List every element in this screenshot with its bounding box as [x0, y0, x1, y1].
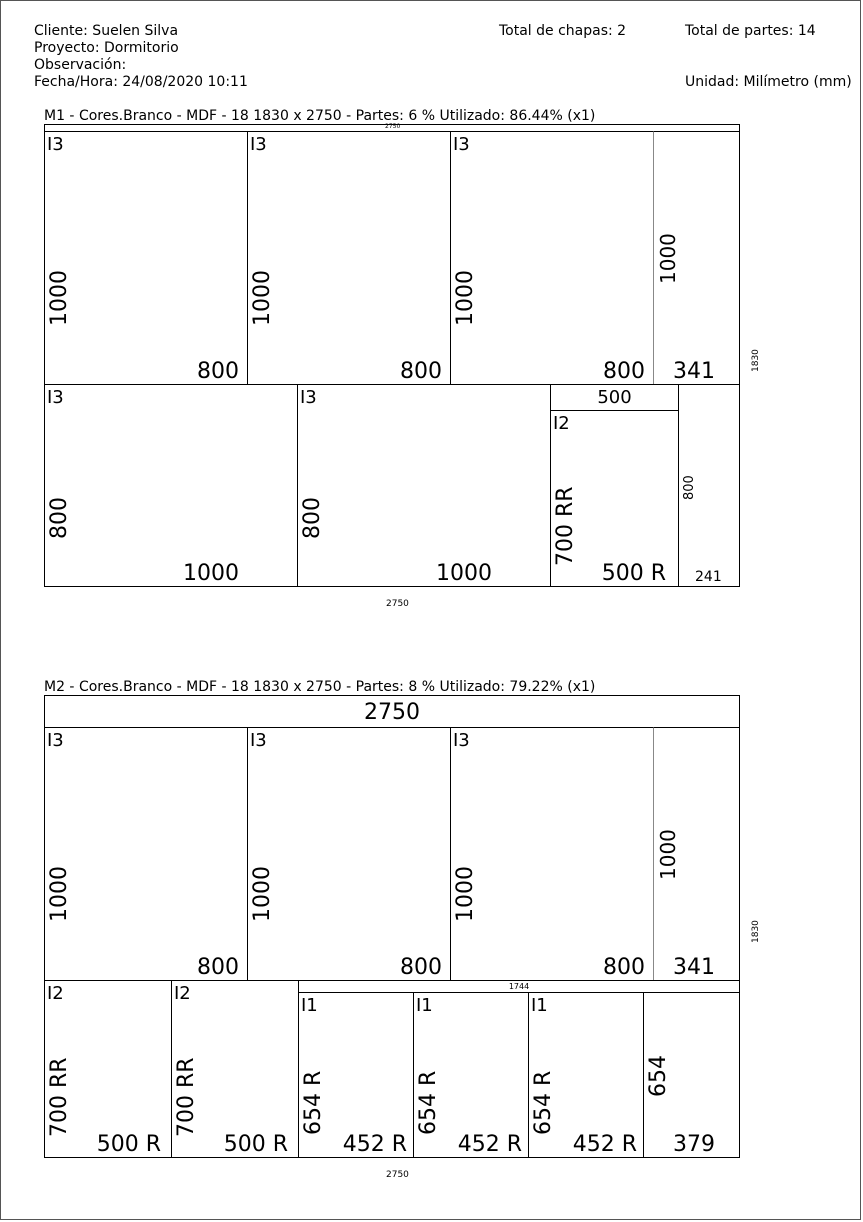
part-id: I3 — [47, 730, 64, 751]
part-width: 500 R — [223, 1132, 288, 1157]
sheet1-part-6[interactable] — [297, 384, 551, 587]
part-height: 700 RR — [47, 1057, 72, 1137]
part-height: 1000 — [656, 233, 680, 284]
sheet2-part-8[interactable] — [413, 992, 529, 1158]
part-id: I2 — [553, 413, 570, 434]
part-width: 341 — [673, 359, 715, 384]
part-id: I2 — [47, 983, 64, 1004]
total-partes-label: Total de partes: 14 — [685, 23, 816, 39]
part-id: I3 — [453, 134, 470, 155]
sheet2-top-dim: 2750 — [364, 700, 420, 725]
sheet1-part-9[interactable] — [678, 384, 740, 587]
part-height: 700 RR — [553, 486, 578, 566]
part-height: 1000 — [250, 866, 275, 922]
part-width: 500 — [597, 387, 632, 408]
part-id: I2 — [174, 983, 191, 1004]
sheet1-top-dim: 2750 — [385, 123, 401, 130]
part-width: 1000 — [436, 561, 492, 586]
sheet1-title: M1 - Cores.Branco - MDF - 18 1830 x 2750 - Partes: 6 % Utilizado: 86.44% (x1) — [44, 108, 596, 124]
sheet2-part-9[interactable] — [528, 992, 644, 1158]
part-height: 1000 — [656, 829, 680, 880]
sheet2-part-3[interactable] — [450, 727, 654, 981]
sheet2-part-10[interactable] — [643, 992, 740, 1158]
part-id: I1 — [416, 995, 433, 1016]
sheet2-part-7[interactable] — [298, 992, 414, 1158]
part-width: 241 — [695, 569, 722, 585]
part-id: I3 — [47, 387, 64, 408]
part-height: 654 — [646, 1055, 671, 1097]
part-width: 800 — [603, 359, 645, 384]
part-height: 1000 — [453, 270, 478, 326]
part-width: 500 R — [96, 1132, 161, 1157]
part-height: 1000 — [47, 866, 72, 922]
part-width: 500 R — [601, 561, 666, 586]
fecha-label: Fecha/Hora: 24/08/2020 10:11 — [34, 74, 248, 90]
part-height: 700 RR — [174, 1057, 199, 1137]
sheet1-part-3[interactable] — [450, 131, 654, 385]
part-id: I3 — [47, 134, 64, 155]
part-width: 452 R — [342, 1132, 407, 1157]
observacion-label: Observación: — [34, 57, 127, 73]
proyecto-label: Proyecto: Dormitorio — [34, 40, 179, 56]
sheet1-part-7[interactable] — [550, 384, 679, 411]
sheet2-part-6[interactable] — [171, 980, 299, 1158]
part-height: 800 — [47, 497, 72, 539]
part-height: 800 — [300, 497, 325, 539]
part-width: 341 — [673, 955, 715, 980]
sheet1-bottom-dim: 2750 — [386, 599, 409, 609]
sheet2-part-4[interactable] — [653, 727, 740, 981]
part-id: I3 — [300, 387, 317, 408]
part-width: 800 — [197, 359, 239, 384]
part-height: 1000 — [453, 866, 478, 922]
total-chapas-label: Total de chapas: 2 — [499, 23, 627, 39]
part-width: 452 R — [572, 1132, 637, 1157]
sheet1-part-2[interactable] — [247, 131, 451, 385]
part-height: 1000 — [250, 270, 275, 326]
part-id: I3 — [250, 730, 267, 751]
part-height: 654 R — [416, 1070, 441, 1135]
sheet2-part-2[interactable] — [247, 727, 451, 981]
part-height: 1000 — [47, 270, 72, 326]
sheet1-part-1[interactable] — [44, 131, 248, 385]
part-width: 452 R — [457, 1132, 522, 1157]
part-width: 800 — [197, 955, 239, 980]
sheet2-title: M2 - Cores.Branco - MDF - 18 1830 x 2750 - Partes: 8 % Utilizado: 79.22% (x1) — [44, 679, 596, 695]
sheet2-part-5[interactable] — [44, 980, 172, 1158]
sheet2-bottom-dim: 2750 — [386, 1170, 409, 1180]
sheet2-top-strip — [44, 695, 740, 728]
sheet2-side-dim: 1830 — [751, 920, 761, 943]
unidad-label: Unidad: Milímetro (mm) — [685, 74, 852, 90]
part-id: I3 — [250, 134, 267, 155]
sheet1-part-5[interactable] — [44, 384, 298, 587]
part-width: 800 — [400, 359, 442, 384]
sheet2-part-1[interactable] — [44, 727, 248, 981]
sheet2-strip-dim: 1744 — [508, 982, 530, 991]
part-width: 800 — [603, 955, 645, 980]
sheet1-part-8[interactable] — [550, 410, 679, 587]
sheet1-side-dim: 1830 — [751, 349, 761, 372]
part-id: I1 — [531, 995, 548, 1016]
part-width: 1000 — [183, 561, 239, 586]
sheet1-part-4[interactable] — [653, 131, 740, 385]
part-id: I1 — [301, 995, 318, 1016]
part-id: I3 — [453, 730, 470, 751]
part-width: 379 — [673, 1132, 715, 1157]
part-height: 654 R — [531, 1070, 556, 1135]
part-width: 800 — [400, 955, 442, 980]
cliente-label: Cliente: Suelen Silva — [34, 23, 179, 39]
part-height: 800 — [682, 475, 697, 500]
part-height: 654 R — [301, 1070, 326, 1135]
